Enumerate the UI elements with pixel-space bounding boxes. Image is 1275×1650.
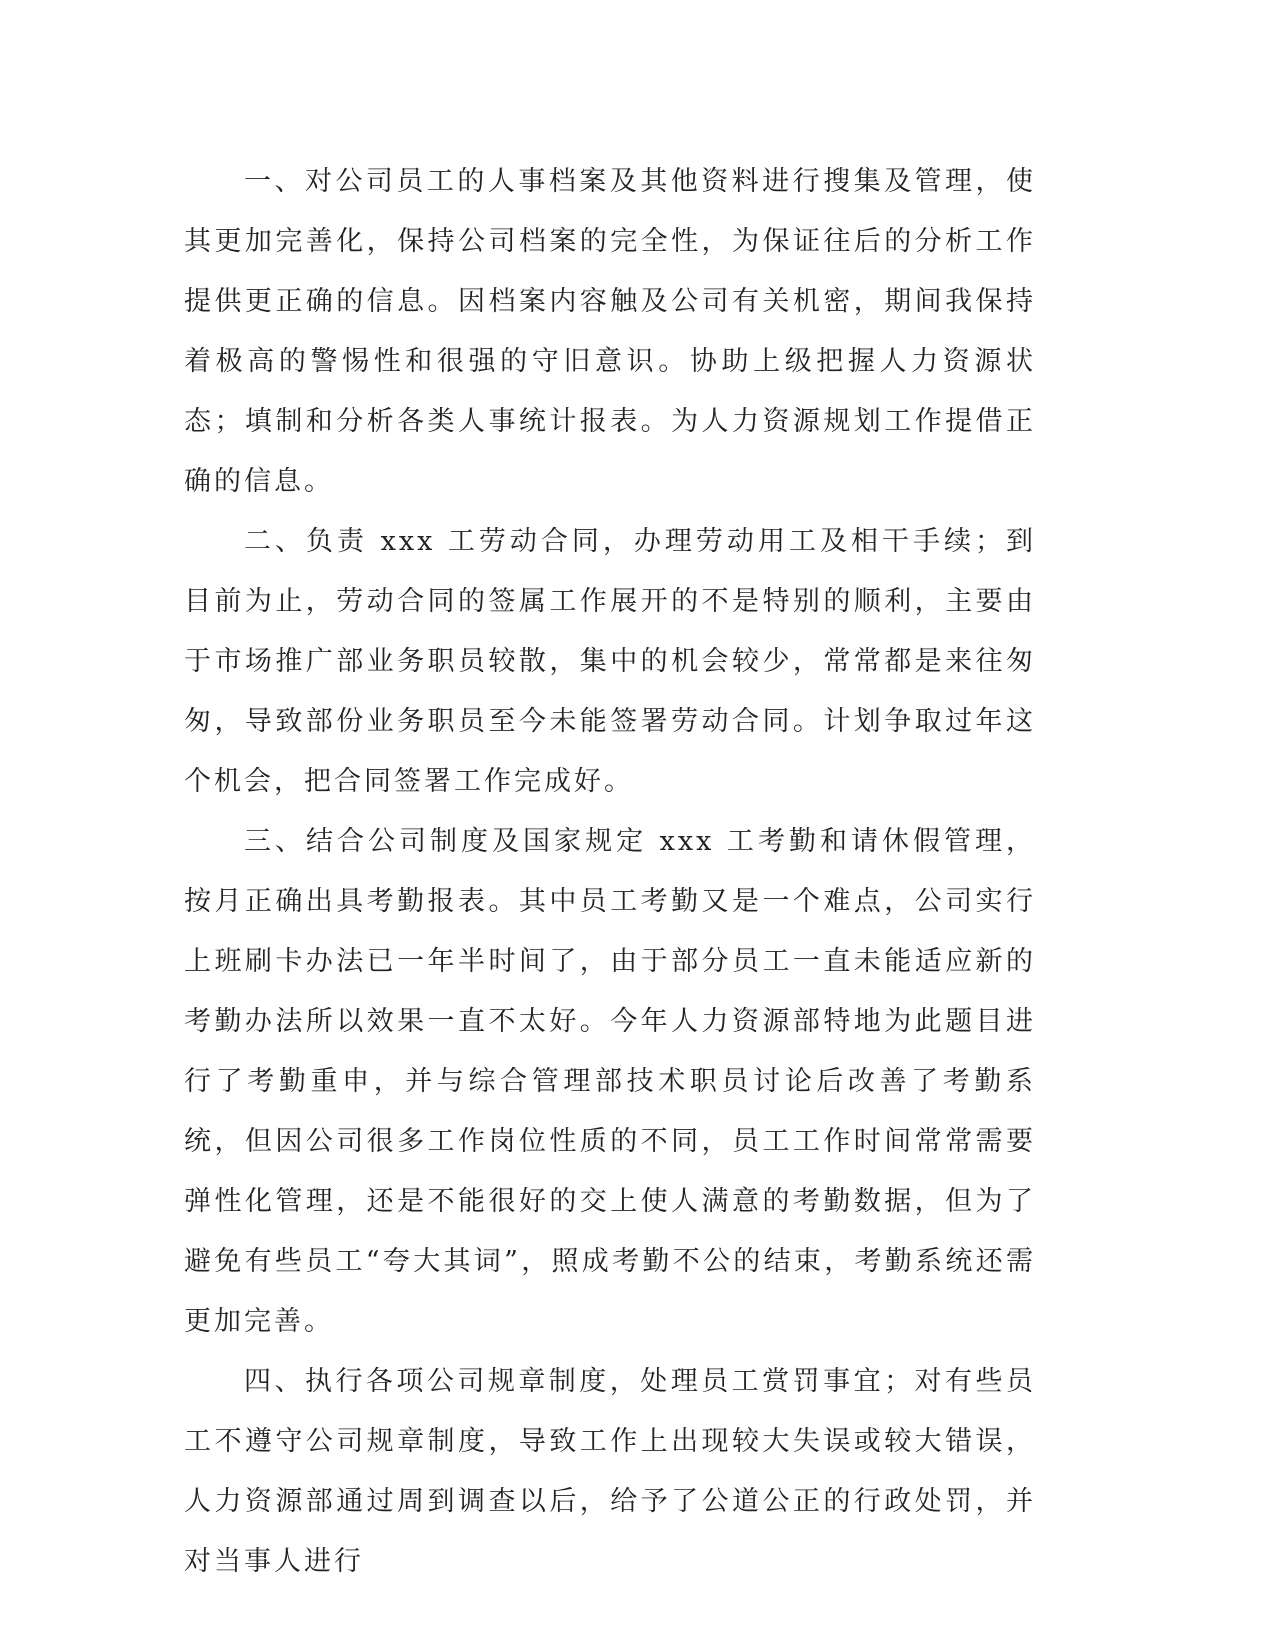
paragraph-rules-discipline: 四、执行各项公司规章制度，处理员工赏罚事宜；对有些员工不遵守公司规章制度，导致工作上出现较大失误或较大错误，人力资源部通过周到调查以后，给予了公道公正的行政处罚，并对当事人进行 [184, 1366, 1036, 1577]
document-body [184, 152, 1036, 1592]
paragraph-attendance-management: 三、结合公司制度及国家规定 xxx 工考勤和请休假管理，按月正确出具考勤报表。其中员工考勤又是一个难点，公司实行上班刷卡办法已一年半时间了，由于部分员工一直未能适应新的考勤办法所以效果一直不太好。今年人力资源部特地为此题目进行了考勤重申，并与综合管理部技术职员讨论后改善了考勤系统，但因公司很多工作岗位性质的不同，员工工作时间常常需要弹性化管理，还是不能很好的交上使人满意的考勤数据，但为了避免有些员工“夸大其词”，照成考勤不公的结束，考勤系统还需更加完善。 [184, 826, 1036, 1337]
paragraph-personnel-archives: 一、对公司员工的人事档案及其他资料进行搜集及管理，使其更加完善化，保持公司档案的完全性，为保证往后的分析工作提供更正确的信息。因档案内容触及公司有关机密，期间我保持着极高的警惕性和很强的守旧意识。协助上级把握人力资源状态；填制和分析各类人事统计报表。为人力资源规划工作提借正确的信息。 [184, 166, 1036, 497]
paragraph-labor-contracts: 二、负责 xxx 工劳动合同，办理劳动用工及相干手续；到目前为止，劳动合同的签属工作展开的不是特别的顺利，主要由于市场推广部业务职员较散，集中的机会较少，常常都是来往匆匆，导致部份业务职员至今未能签署劳动合同。计划争取过年这个机会，把合同签署工作完成好。 [184, 526, 1036, 797]
